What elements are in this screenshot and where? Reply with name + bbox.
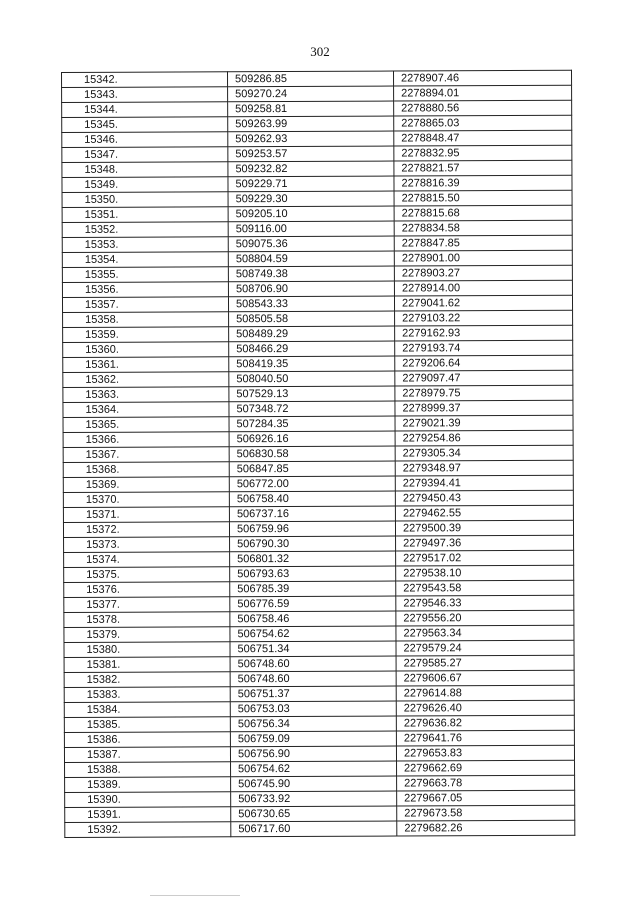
- northing-cell: 2279563.34: [396, 625, 574, 641]
- point-number-cell: 15360.: [63, 342, 229, 358]
- easting-cell: 506756.34: [230, 716, 396, 732]
- point-number-cell: 15376.: [64, 582, 230, 598]
- easting-cell: 508749.38: [228, 266, 394, 282]
- northing-cell: 2278865.03: [394, 115, 572, 131]
- point-number-cell: 15368.: [63, 462, 229, 478]
- northing-cell: 2279546.33: [396, 595, 574, 611]
- easting-cell: 508489.29: [229, 326, 395, 342]
- coordinate-table-body: [62, 70, 575, 837]
- northing-cell: 2279305.34: [395, 445, 573, 461]
- point-number-cell: 15378.: [64, 612, 230, 628]
- northing-cell: 2278903.27: [394, 265, 572, 281]
- point-number-cell: 15351.: [62, 207, 228, 223]
- point-number-cell: 15344.: [62, 102, 228, 118]
- northing-cell: 2278880.56: [394, 100, 572, 116]
- northing-cell: 2279097.47: [395, 370, 573, 386]
- easting-cell: 506790.30: [230, 536, 396, 552]
- point-number-cell: 15374.: [64, 552, 230, 568]
- easting-cell: 506785.39: [230, 581, 396, 597]
- point-number-cell: 15352.: [62, 222, 228, 238]
- point-number-cell: 15364.: [63, 402, 229, 418]
- point-number-cell: 15371.: [63, 507, 229, 523]
- northing-cell: 2279626.40: [396, 700, 574, 716]
- easting-cell: 509253.57: [228, 146, 394, 162]
- northing-cell: 2279538.10: [396, 565, 574, 581]
- point-number-cell: 15349.: [62, 177, 228, 193]
- northing-cell: 2278816.39: [394, 175, 572, 191]
- northing-cell: 2279193.74: [395, 340, 573, 356]
- northing-cell: 2279663.78: [397, 775, 575, 791]
- point-number-cell: 15390.: [65, 792, 231, 808]
- easting-cell: 506717.60: [231, 821, 397, 837]
- point-number-cell: 15365.: [63, 417, 229, 433]
- easting-cell: 507529.13: [229, 386, 395, 402]
- table-row: [65, 820, 575, 837]
- easting-cell: 509232.82: [228, 161, 394, 177]
- easting-cell: 507284.35: [229, 416, 395, 432]
- northing-cell: 2279667.05: [397, 790, 575, 806]
- easting-cell: 506776.59: [230, 596, 396, 612]
- easting-cell: 506730.65: [231, 806, 397, 822]
- point-number-cell: 15388.: [65, 762, 231, 778]
- point-number-cell: 15359.: [63, 327, 229, 343]
- point-number-cell: 15382.: [64, 672, 230, 688]
- easting-cell: 509116.00: [228, 221, 394, 237]
- northing-cell: 2279579.24: [396, 640, 574, 656]
- easting-cell: 506847.85: [229, 461, 395, 477]
- northing-cell: 2279394.41: [395, 475, 573, 491]
- point-number-cell: 15375.: [64, 567, 230, 583]
- northing-cell: 2279543.58: [396, 580, 574, 596]
- northing-cell: 2279103.22: [395, 310, 573, 326]
- point-number-cell: 15346.: [62, 132, 228, 148]
- northing-cell: 2279041.62: [394, 295, 572, 311]
- point-number-cell: 15357.: [62, 297, 228, 313]
- easting-cell: 509205.10: [228, 206, 394, 222]
- northing-cell: 2278907.46: [393, 70, 571, 86]
- northing-cell: 2279450.43: [395, 490, 573, 506]
- point-number-cell: 15379.: [64, 627, 230, 643]
- easting-cell: 508505.58: [229, 311, 395, 327]
- easting-cell: 508466.29: [229, 341, 395, 357]
- northing-cell: 2279636.82: [396, 715, 574, 731]
- easting-cell: 506754.62: [230, 626, 396, 642]
- northing-cell: 2278914.00: [394, 280, 572, 296]
- northing-cell: 2278999.37: [395, 400, 573, 416]
- point-number-cell: 15373.: [64, 537, 230, 553]
- point-number-cell: 15385.: [64, 717, 230, 733]
- point-number-cell: 15348.: [62, 162, 228, 178]
- easting-cell: 509270.24: [228, 86, 394, 102]
- easting-cell: 509075.36: [228, 236, 394, 252]
- easting-cell: 506830.58: [229, 446, 395, 462]
- easting-cell: 506733.92: [231, 791, 397, 807]
- northing-cell: 2279348.97: [395, 460, 573, 476]
- easting-cell: 506753.03: [230, 701, 396, 717]
- easting-cell: 507348.72: [229, 401, 395, 417]
- point-number-cell: 15356.: [62, 282, 228, 298]
- coordinate-table: [61, 70, 575, 838]
- point-number-cell: 15377.: [64, 597, 230, 613]
- easting-cell: 506793.63: [230, 566, 396, 582]
- point-number-cell: 15367.: [63, 447, 229, 463]
- point-number-cell: 15345.: [62, 117, 228, 133]
- easting-cell: 506759.09: [230, 731, 396, 747]
- northing-cell: 2279585.27: [396, 655, 574, 671]
- point-number-cell: 15353.: [62, 237, 228, 253]
- easting-cell: 506801.32: [230, 551, 396, 567]
- point-number-cell: 15380.: [64, 642, 230, 658]
- point-number-cell: 15391.: [65, 807, 231, 823]
- northing-cell: 2279517.02: [396, 550, 574, 566]
- northing-cell: 2278847.85: [394, 235, 572, 251]
- easting-cell: 508040.50: [229, 371, 395, 387]
- point-number-cell: 15361.: [63, 357, 229, 373]
- point-number-cell: 15366.: [63, 432, 229, 448]
- northing-cell: 2279500.39: [395, 520, 573, 536]
- point-number-cell: 15343.: [62, 87, 228, 103]
- scan-edge-line: [150, 895, 240, 896]
- northing-cell: 2279606.67: [396, 670, 574, 686]
- northing-cell: 2279641.76: [396, 730, 574, 746]
- easting-cell: 508419.35: [229, 356, 395, 372]
- point-number-cell: 15362.: [63, 372, 229, 388]
- northing-cell: 2279462.55: [395, 505, 573, 521]
- easting-cell: 509263.99: [228, 116, 394, 132]
- point-number-cell: 15389.: [65, 777, 231, 793]
- northing-cell: 2279497.36: [396, 535, 574, 551]
- easting-cell: 506759.96: [229, 521, 395, 537]
- easting-cell: 508706.90: [228, 281, 394, 297]
- point-number-cell: 15370.: [63, 492, 229, 508]
- point-number-cell: 15383.: [64, 687, 230, 703]
- northing-cell: 2279682.26: [397, 820, 575, 836]
- point-number-cell: 15369.: [63, 477, 229, 493]
- easting-cell: 508804.59: [228, 251, 394, 267]
- point-number-cell: 15350.: [62, 192, 228, 208]
- northing-cell: 2278848.47: [394, 130, 572, 146]
- easting-cell: 509229.30: [228, 191, 394, 207]
- easting-cell: 506737.16: [229, 506, 395, 522]
- easting-cell: 506748.60: [230, 656, 396, 672]
- easting-cell: 506926.16: [229, 431, 395, 447]
- northing-cell: 2278821.57: [394, 160, 572, 176]
- northing-cell: 2278815.68: [394, 205, 572, 221]
- point-number-cell: 15372.: [63, 522, 229, 538]
- northing-cell: 2278834.58: [394, 220, 572, 236]
- point-number-cell: 15355.: [62, 267, 228, 283]
- easting-cell: 509262.93: [228, 131, 394, 147]
- northing-cell: 2279614.88: [396, 685, 574, 701]
- easting-cell: 506745.90: [231, 776, 397, 792]
- easting-cell: 506751.34: [230, 641, 396, 657]
- point-number-cell: 15363.: [63, 387, 229, 403]
- point-number-cell: 15347.: [62, 147, 228, 163]
- northing-cell: 2278894.01: [394, 85, 572, 101]
- northing-cell: 2278901.00: [394, 250, 572, 266]
- easting-cell: 506756.90: [230, 746, 396, 762]
- easting-cell: 509229.71: [228, 176, 394, 192]
- point-number-cell: 15384.: [64, 702, 230, 718]
- easting-cell: 506758.40: [229, 491, 395, 507]
- easting-cell: 509286.85: [228, 71, 394, 87]
- point-number-cell: 15387.: [64, 747, 230, 763]
- page-number: 302: [310, 44, 330, 59]
- point-number-cell: 15386.: [64, 732, 230, 748]
- easting-cell: 509258.81: [228, 101, 394, 117]
- easting-cell: 506751.37: [230, 686, 396, 702]
- point-number-cell: 15342.: [62, 72, 228, 88]
- easting-cell: 506754.62: [231, 761, 397, 777]
- northing-cell: 2279556.20: [396, 610, 574, 626]
- northing-cell: 2279662.69: [397, 760, 575, 776]
- northing-cell: 2279653.83: [396, 745, 574, 761]
- northing-cell: 2279673.58: [397, 805, 575, 821]
- northing-cell: 2279254.86: [395, 430, 573, 446]
- easting-cell: 506758.46: [230, 611, 396, 627]
- northing-cell: 2279206.64: [395, 355, 573, 371]
- northing-cell: 2278815.50: [394, 190, 572, 206]
- easting-cell: 506772.00: [229, 476, 395, 492]
- point-number-cell: 15392.: [65, 822, 231, 838]
- point-number-cell: 15381.: [64, 657, 230, 673]
- northing-cell: 2279021.39: [395, 415, 573, 431]
- point-number-cell: 15354.: [62, 252, 228, 268]
- northing-cell: 2278832.95: [394, 145, 572, 161]
- easting-cell: 506748.60: [230, 671, 396, 687]
- easting-cell: 508543.33: [228, 296, 394, 312]
- point-number-cell: 15358.: [63, 312, 229, 328]
- northing-cell: 2278979.75: [395, 385, 573, 401]
- northing-cell: 2279162.93: [395, 325, 573, 341]
